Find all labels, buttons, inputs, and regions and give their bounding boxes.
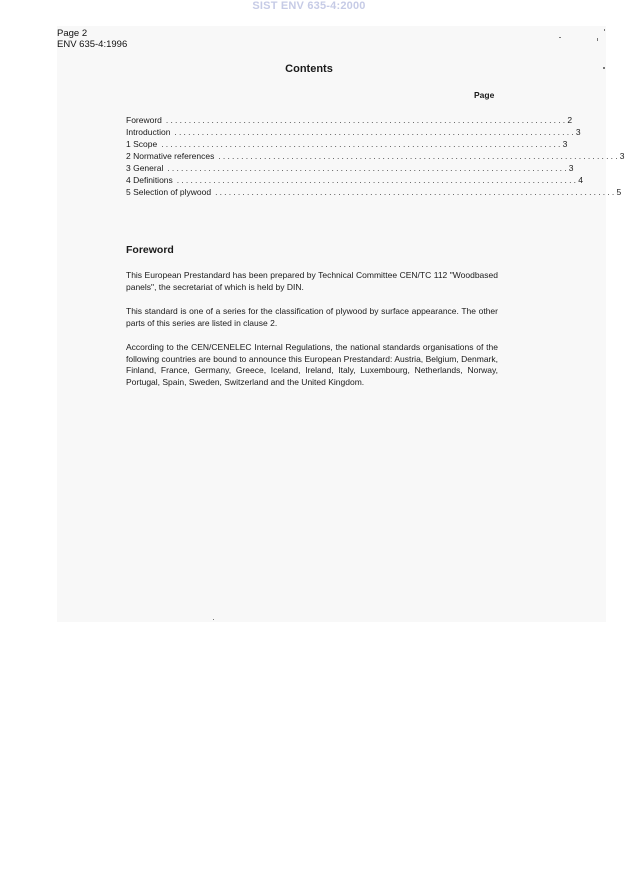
scan-speck — [603, 67, 605, 69]
page-header — [57, 28, 127, 50]
scan-speck — [559, 37, 561, 38]
toc-leader-dots: ........................................................................................ — [218, 151, 620, 161]
scan-speck — [604, 29, 605, 31]
toc-entry-label: Introduction — [126, 127, 171, 137]
foreword-heading: Foreword — [126, 244, 174, 256]
toc-leader-dots: ........................................................................................ — [167, 163, 569, 173]
toc-entry-page: 4 — [578, 175, 583, 185]
toc-leader-dots: ........................................................................................ — [165, 115, 568, 125]
page-column-label: Page — [474, 90, 495, 100]
toc-entry-page: 3 — [568, 163, 574, 173]
toc-entry-label: 3 General — [126, 163, 164, 173]
document-id: ENV 635-4:1996 — [57, 39, 128, 50]
toc-entry[interactable] — [126, 174, 583, 186]
toc-entry-label: 1 Scope — [126, 139, 158, 149]
toc-leader-dots: ........................................................................................ — [174, 127, 576, 137]
toc-entry-label: Foreword — [126, 115, 162, 125]
toc-leader-dots: ........................................................................................ — [161, 139, 563, 149]
toc-entry-page: 3 — [562, 139, 568, 149]
scan-speck — [213, 619, 214, 620]
toc-entry[interactable] — [126, 162, 574, 174]
toc-leader-dots: ........................................................................................ — [215, 187, 617, 197]
foreword-paragraph: This standard is one of a series for the classification of plywood by surface appearance. The other parts of this series are listed in clause 2. — [126, 306, 498, 328]
contents-title: Contents — [285, 63, 333, 75]
toc-entry-page: 2 — [567, 115, 573, 125]
foreword-paragraph: According to the CEN/CENELEC Internal Regulations, the national standards organisations of the following countries are bound to announce this European Prestandard: Austria, Belgium, Denmark, Finland, France, Germany, Greece, Iceland, Ireland, Italy, Luxembourg, Netherlands, Norway, Portugal, Spain, Sweden, Switzerland and the United Kingdom. — [126, 342, 498, 387]
toc-entry[interactable] — [126, 186, 622, 198]
table-of-contents — [126, 114, 625, 198]
toc-entry[interactable] — [126, 126, 581, 138]
foreword-paragraph: This European Prestandard has been prepared by Technical Committee CEN/TC 112 "Woodbased panels", the secretariat of which is held by DIN. — [126, 270, 498, 292]
toc-entry-page: 3 — [619, 151, 625, 161]
toc-entry-label: 5 Selection of plywood — [126, 187, 212, 197]
scan-speck — [597, 38, 598, 41]
toc-entry[interactable] — [126, 150, 625, 162]
toc-entry-page: 3 — [575, 127, 581, 137]
page-number: Page 2 — [57, 28, 88, 39]
toc-entry-page: 5 — [616, 187, 622, 197]
toc-entry-label: 2 Normative references — [126, 151, 215, 161]
toc-leader-dots: ........................................................................................ — [176, 175, 579, 185]
watermark-text: SIST ENV 635-4:2000 — [252, 0, 366, 12]
toc-entry-label: 4 Definitions — [126, 175, 173, 185]
toc-entry[interactable] — [126, 114, 573, 126]
toc-entry[interactable] — [126, 138, 568, 150]
